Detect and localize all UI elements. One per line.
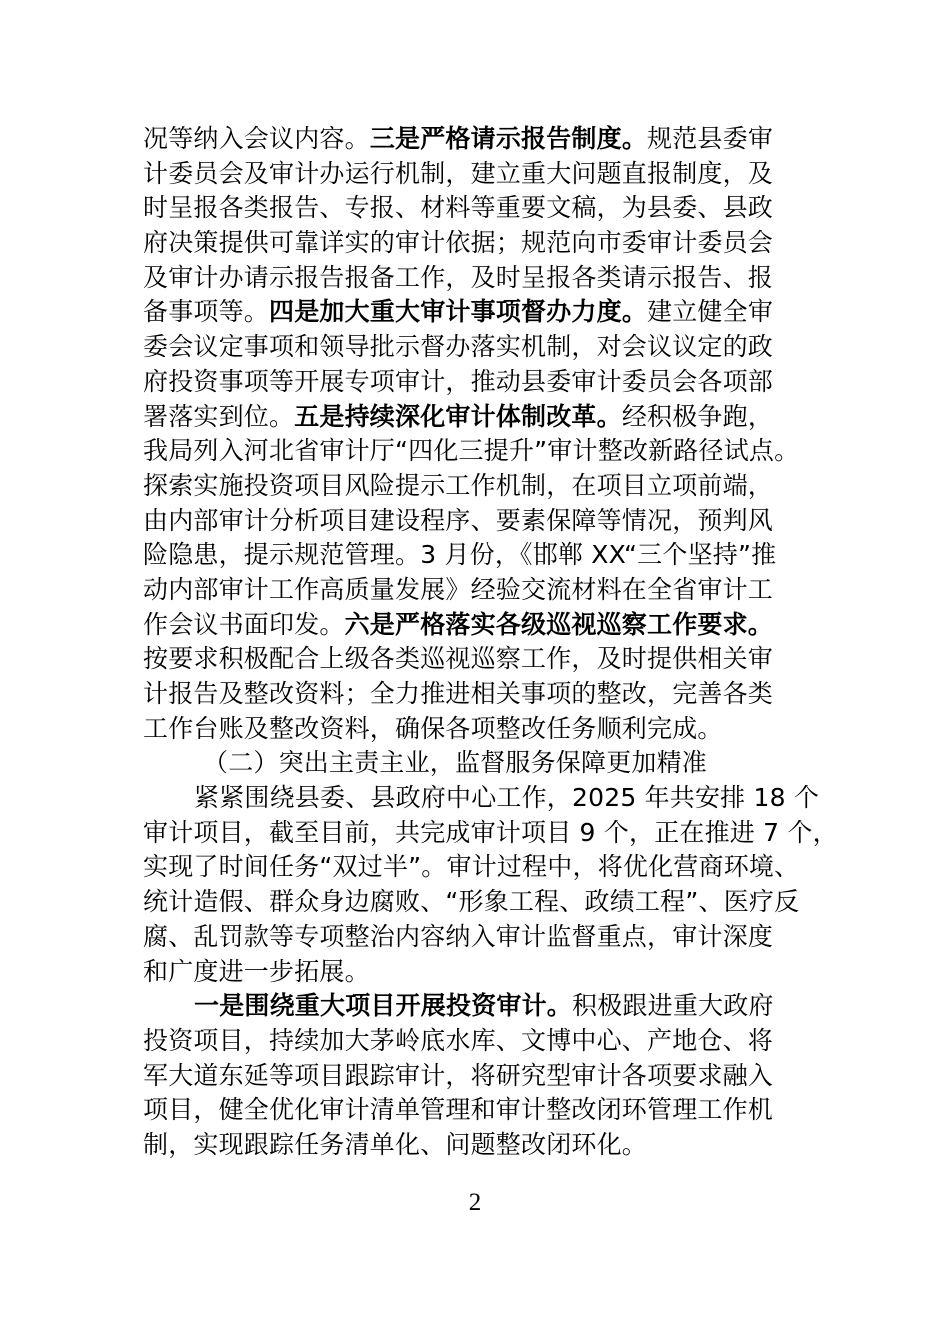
text-run: 经积极争跑， xyxy=(621,401,774,431)
text-run: 实现了时间任务“双过半”。审计过程中，将优化营商环境、 xyxy=(143,852,800,882)
text-line xyxy=(143,1093,833,1128)
text-run: 我局列入河北省审计厅“四化三提升”审计整改新路径试点。 xyxy=(143,436,800,466)
text-line xyxy=(143,712,833,747)
text-line xyxy=(143,885,833,920)
text-run: 计委员会及审计办运行机制，建立重大问题直报制度，及 xyxy=(143,158,774,188)
bold-heading-run: 三是严格请示报告制度。 xyxy=(369,124,648,153)
text-line xyxy=(143,955,833,990)
text-line xyxy=(143,434,833,469)
page-number: 2 xyxy=(468,1189,482,1216)
text-run: 腐、乱罚款等专项整治内容纳入审计监督重点，审计深度 xyxy=(143,921,774,951)
text-run: 动内部审计工作高质量发展》经验交流材料在全省审计工 xyxy=(143,574,774,604)
text-run: 况等纳入会议内容。 xyxy=(143,124,370,153)
paragraph-start-line xyxy=(143,781,833,816)
text-run: 建立健全审 xyxy=(647,297,774,327)
text-run: 计报告及整改资料；全力推进相关事项的整改，完善各类 xyxy=(143,679,774,708)
bold-heading-run: 六是严格落实各级巡视巡察工作要求。 xyxy=(344,609,774,639)
text-run: 按要求积极配合上级各类巡视巡察工作，及时提供相关审 xyxy=(143,644,774,674)
text-run: 积极跟进重大政府 xyxy=(572,991,774,1021)
text-run: 及审计办请示报告报备工作，及时呈报各类请示报告、报 xyxy=(143,262,774,292)
text-run: 规范县委审 xyxy=(647,124,774,153)
text-run: 委会议定事项和领导批示督办落实机制，对会议议定的政 xyxy=(143,332,774,362)
bold-heading-run: 四是加大重大审计事项督办力度。 xyxy=(269,297,648,327)
body-text xyxy=(143,122,838,1163)
text-line xyxy=(143,122,833,157)
text-line xyxy=(143,469,833,504)
text-run: 制，实现跟踪任务清单化、问题整改闭环化。 xyxy=(143,1129,648,1159)
text-run: 审计项目，截至目前，共完成审计项目 9 个，正在推进 7 个， xyxy=(143,817,838,847)
text-line xyxy=(143,1024,833,1059)
text-run: 军大道东延等项目跟踪审计，将研究型审计各项要求融入 xyxy=(143,1060,774,1090)
bold-heading-run: 五是持续深化审计体制改革。 xyxy=(294,401,622,431)
text-line xyxy=(143,642,833,677)
paragraph-start-line xyxy=(143,989,833,1024)
text-run: 备事项等。 xyxy=(143,297,270,327)
bold-heading-run: 一是围绕重大项目开展投资审计。 xyxy=(194,991,573,1021)
text-line xyxy=(143,191,833,226)
text-line xyxy=(143,295,833,330)
text-run: 投资项目，持续加大茅岭底水库、文博中心、产地仓、将 xyxy=(143,1025,774,1055)
text-run: 和广度进一步拓展。 xyxy=(143,956,370,986)
text-run: 探索实施投资项目风险提示工作机制，在项目立项前端， xyxy=(143,470,774,500)
section-heading xyxy=(143,746,833,781)
text-line xyxy=(143,1059,833,1094)
text-run: 项目，健全优化审计清单管理和审计整改闭环管理工作机 xyxy=(143,1095,774,1125)
text-line xyxy=(143,157,833,192)
text-line xyxy=(143,573,833,608)
text-line xyxy=(143,608,833,643)
text-line xyxy=(143,816,838,851)
text-run: 府投资事项等开展专项审计，推动县委审计委员会各项部 xyxy=(143,366,774,396)
text-line xyxy=(143,504,833,539)
text-run: （二）突出主责主业，监督服务保障更加精准 xyxy=(203,748,708,778)
text-run: 工作台账及整改资料，确保各项整改任务顺利完成。 xyxy=(143,713,723,743)
text-line xyxy=(143,226,833,261)
text-line xyxy=(143,850,833,885)
text-run: 署落实到位。 xyxy=(143,401,295,431)
text-run: 统计造假、群众身边腐败、“形象工程、政绩工程”、医疗反 xyxy=(143,887,800,917)
text-line xyxy=(143,330,833,365)
text-run: 紧紧围绕县委、县政府中心工作，2025 年共安排 18 个 xyxy=(194,783,820,813)
text-run: 作会议书面印发。 xyxy=(143,609,345,639)
text-line xyxy=(143,365,833,400)
text-run: 险隐患，提示规范管理。3 月份，《邯郸 XX“三个坚持”推 xyxy=(143,540,777,570)
text-run: 由内部审计分析项目建设程序、要素保障等情况，预判风 xyxy=(143,505,774,535)
text-line xyxy=(143,400,833,435)
text-line xyxy=(143,538,833,573)
text-run: 府决策提供可靠详实的审计依据；规范向市委审计委员会 xyxy=(143,228,774,258)
text-line xyxy=(143,920,833,955)
text-line xyxy=(143,1128,833,1163)
text-line xyxy=(143,677,833,712)
text-line xyxy=(143,261,833,296)
text-run: 时呈报各类报告、专报、材料等重要文稿，为县委、县政 xyxy=(143,193,774,223)
